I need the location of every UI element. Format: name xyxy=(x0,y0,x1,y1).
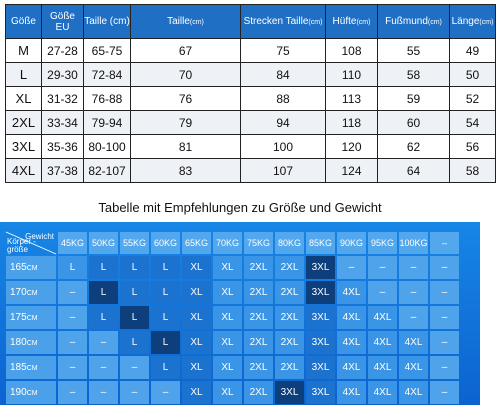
size-recommendation-cell: 3XL xyxy=(306,281,335,304)
size-value-cell: 110 xyxy=(326,63,378,87)
weight-header-cell: – xyxy=(430,232,459,254)
weight-header-cell: 90KG xyxy=(337,232,366,254)
size-recommendation-cell: L xyxy=(151,281,180,304)
size-recommendation-cell: – xyxy=(120,381,149,404)
height-value: 165 xyxy=(10,262,27,273)
size-recommendation-cell: XL xyxy=(182,331,211,354)
size-value-cell: 58 xyxy=(378,63,450,87)
corner-height-label: Körper -größe xyxy=(7,237,36,254)
size-value-cell: 88 xyxy=(241,87,326,111)
size-value-cell: 81 xyxy=(131,135,241,159)
size-table-header xyxy=(6,5,496,39)
size-row xyxy=(6,87,496,111)
size-value-cell: 50 xyxy=(450,63,496,87)
size-recommendation-cell: XL xyxy=(213,306,242,329)
height-label-cell xyxy=(6,306,56,329)
height-label-cell xyxy=(6,256,56,279)
size-value-cell: 60 xyxy=(378,111,450,135)
height-value: 185 xyxy=(10,362,27,373)
size-value-cell: 100 xyxy=(241,135,326,159)
size-header-unit: (cm) xyxy=(479,18,494,26)
size-row xyxy=(6,159,496,183)
size-recommendation-cell: 4XL xyxy=(337,281,366,304)
size-label-cell: 2XL xyxy=(6,111,42,135)
height-row xyxy=(6,281,459,304)
height-unit: CM xyxy=(26,390,38,397)
size-header-label: Länge xyxy=(451,15,480,27)
height-label-cell xyxy=(6,281,56,304)
weight-header-cell: 65KG xyxy=(182,232,211,254)
size-recommendation-cell: 4XL xyxy=(337,331,366,354)
size-recommendation-cell: 3XL xyxy=(306,256,335,279)
size-value-cell: 70 xyxy=(131,63,241,87)
size-recommendation-cell: XL xyxy=(213,381,242,404)
size-header-cell xyxy=(450,5,496,39)
size-recommendation-cell: 2XL xyxy=(244,331,273,354)
size-recommendation-cell: 2XL xyxy=(275,356,304,379)
size-recommendation-cell: 3XL xyxy=(306,356,335,379)
size-value-cell: 62 xyxy=(378,135,450,159)
size-value-cell: 120 xyxy=(326,135,378,159)
size-value-cell: 82-107 xyxy=(84,159,131,183)
size-recommendation-cell: L xyxy=(120,256,149,279)
size-header-label: Strecken Taille xyxy=(243,15,309,27)
size-recommendation-cell: – xyxy=(151,381,180,404)
height-unit: CM xyxy=(26,265,38,272)
height-unit: CM xyxy=(26,365,38,372)
size-recommendation-cell: XL xyxy=(213,331,242,354)
size-value-cell: 59 xyxy=(378,87,450,111)
size-label-cell: 3XL xyxy=(6,135,42,159)
height-label-cell xyxy=(6,331,56,354)
size-recommendation-cell: – xyxy=(58,381,87,404)
size-recommendation-cell: 4XL xyxy=(337,306,366,329)
size-recommendation-cell: XL xyxy=(213,256,242,279)
size-recommendation-cell: 4XL xyxy=(368,331,397,354)
height-row xyxy=(6,306,459,329)
size-value-cell: 65-75 xyxy=(84,39,131,63)
size-recommendation-cell: 3XL xyxy=(306,306,335,329)
size-label-cell: XL xyxy=(6,87,42,111)
height-unit: CM xyxy=(26,340,38,347)
weight-header-cell: 45KG xyxy=(58,232,87,254)
size-header-cell xyxy=(378,5,450,39)
size-recommendation-cell: – xyxy=(430,381,459,404)
size-header-unit: (cm) xyxy=(308,18,323,26)
size-recommendation-cell: 2XL xyxy=(244,256,273,279)
size-recommendation-cell: – xyxy=(399,281,428,304)
size-recommendation-cell: – xyxy=(368,256,397,279)
size-value-cell: 79 xyxy=(131,111,241,135)
size-value-cell: 113 xyxy=(326,87,378,111)
size-value-cell: 118 xyxy=(326,111,378,135)
size-value-cell: 84 xyxy=(241,63,326,87)
height-row xyxy=(6,256,459,279)
height-unit: CM xyxy=(26,290,38,297)
size-value-cell: 58 xyxy=(450,159,496,183)
size-recommendation-cell: 3XL xyxy=(306,381,335,404)
corner-weight-label: Gewicht xyxy=(25,232,54,241)
size-header-cell xyxy=(131,5,241,39)
weight-header-cell: 95KG xyxy=(368,232,397,254)
height-row xyxy=(6,356,459,379)
size-value-cell: 37-38 xyxy=(42,159,84,183)
size-recommendation-cell: – xyxy=(89,356,118,379)
size-header-cell xyxy=(6,5,42,39)
size-recommendation-cell: – xyxy=(89,381,118,404)
size-recommendation-cell: – xyxy=(368,281,397,304)
height-value: 190 xyxy=(10,387,27,398)
size-recommendation-cell: 2XL xyxy=(275,256,304,279)
size-label-cell: 4XL xyxy=(6,159,42,183)
weight-header-cell: 80KG xyxy=(275,232,304,254)
size-recommendation-cell: L xyxy=(151,256,180,279)
size-value-cell: 75 xyxy=(241,39,326,63)
size-value-cell: 76-88 xyxy=(84,87,131,111)
size-recommendation-cell: L xyxy=(58,256,87,279)
size-header-cell xyxy=(42,5,84,39)
size-recommendation-cell: – xyxy=(399,306,428,329)
size-recommendation-cell: L xyxy=(151,356,180,379)
size-header-label: Göße EU xyxy=(49,10,75,33)
weight-header-cell: 75KG xyxy=(244,232,273,254)
size-recommendation-cell: XL xyxy=(213,281,242,304)
size-recommendation-cell: XL xyxy=(182,306,211,329)
size-recommendation-cell: – xyxy=(430,256,459,279)
size-recommendation-cell: – xyxy=(399,256,428,279)
size-header-unit: (cm) xyxy=(356,18,371,26)
size-row xyxy=(6,135,496,159)
size-value-cell: 55 xyxy=(378,39,450,63)
size-recommendation-cell: L xyxy=(120,281,149,304)
size-recommendation-cell: – xyxy=(430,356,459,379)
size-header-label: Göße xyxy=(10,16,36,27)
size-recommendation-cell: – xyxy=(58,281,87,304)
size-value-cell: 64 xyxy=(378,159,450,183)
size-recommendation-cell: 3XL xyxy=(275,381,304,404)
size-value-cell: 76 xyxy=(131,87,241,111)
size-value-cell: 49 xyxy=(450,39,496,63)
size-recommendation-cell: L xyxy=(151,306,180,329)
size-value-cell: 52 xyxy=(450,87,496,111)
size-row xyxy=(6,39,496,63)
size-recommendation-cell: 4XL xyxy=(399,381,428,404)
size-recommendation-cell: 2XL xyxy=(275,281,304,304)
weight-header-cell: 85KG xyxy=(306,232,335,254)
size-recommendation-cell: – xyxy=(58,356,87,379)
weight-header-cell: 55KG xyxy=(120,232,149,254)
size-header-label: Hüfte xyxy=(332,15,357,27)
size-header-label: Taille (cm) xyxy=(84,16,130,27)
size-value-cell: 31-32 xyxy=(42,87,84,111)
size-header-cell xyxy=(84,5,131,39)
weight-height-panel xyxy=(0,222,480,405)
size-value-cell: 29-30 xyxy=(42,63,84,87)
size-recommendation-cell: – xyxy=(337,256,366,279)
size-recommendation-cell: 2XL xyxy=(244,281,273,304)
size-recommendation-cell: L xyxy=(120,331,149,354)
height-value: 180 xyxy=(10,337,27,348)
size-value-cell: 27-28 xyxy=(42,39,84,63)
size-recommendation-cell: L xyxy=(89,306,118,329)
weight-header-cell: 50KG xyxy=(89,232,118,254)
size-recommendation-cell: 4XL xyxy=(368,306,397,329)
size-row xyxy=(6,111,496,135)
size-recommendation-cell: – xyxy=(58,331,87,354)
weight-header-cell: 60KG xyxy=(151,232,180,254)
size-label-cell: L xyxy=(6,63,42,87)
size-recommendation-cell: – xyxy=(430,281,459,304)
size-value-cell: 124 xyxy=(326,159,378,183)
height-label-cell xyxy=(6,381,56,404)
height-row xyxy=(6,331,459,354)
size-value-cell: 54 xyxy=(450,111,496,135)
size-value-cell: 80-100 xyxy=(84,135,131,159)
size-header-unit: (cm) xyxy=(189,18,204,26)
size-recommendation-cell: 4XL xyxy=(337,381,366,404)
size-recommendation-cell: XL xyxy=(213,356,242,379)
size-recommendation-cell: 4XL xyxy=(399,331,428,354)
size-value-cell: 33-34 xyxy=(42,111,84,135)
size-recommendation-cell: L xyxy=(89,256,118,279)
size-header-cell xyxy=(326,5,378,39)
size-value-cell: 94 xyxy=(241,111,326,135)
size-recommendation-cell: – xyxy=(58,306,87,329)
height-row xyxy=(6,381,459,404)
size-value-cell: 35-36 xyxy=(42,135,84,159)
size-recommendation-cell: 4XL xyxy=(368,356,397,379)
size-recommendation-cell: 2XL xyxy=(244,306,273,329)
size-value-cell: 67 xyxy=(131,39,241,63)
size-recommendation-cell: L xyxy=(151,331,180,354)
size-recommendation-cell: L xyxy=(120,306,149,329)
size-recommendation-cell: 2XL xyxy=(244,381,273,404)
size-recommendation-cell: – xyxy=(120,356,149,379)
size-header-unit: (cm) xyxy=(427,18,442,26)
size-value-cell: 108 xyxy=(326,39,378,63)
weight-header-cell: 100KG xyxy=(399,232,428,254)
size-recommendation-cell: XL xyxy=(182,381,211,404)
size-header-cell xyxy=(241,5,326,39)
size-recommendation-cell: 4XL xyxy=(337,356,366,379)
size-recommendation-cell: – xyxy=(89,331,118,354)
size-recommendation-cell: 4XL xyxy=(399,356,428,379)
size-recommendation-cell: – xyxy=(430,306,459,329)
size-label-cell: M xyxy=(6,39,42,63)
size-recommendation-cell: 2XL xyxy=(275,306,304,329)
height-value: 170 xyxy=(10,287,27,298)
size-recommendation-cell: – xyxy=(430,331,459,354)
size-value-cell: 107 xyxy=(241,159,326,183)
grid-corner xyxy=(6,232,56,254)
size-value-cell: 79-94 xyxy=(84,111,131,135)
height-unit: CM xyxy=(26,315,38,322)
size-table xyxy=(5,4,496,183)
size-recommendation-cell: 4XL xyxy=(368,381,397,404)
size-value-cell: 56 xyxy=(450,135,496,159)
weight-height-grid xyxy=(4,230,461,406)
size-value-cell: 72-84 xyxy=(84,63,131,87)
size-recommendation-cell: 2XL xyxy=(244,356,273,379)
size-row xyxy=(6,63,496,87)
size-recommendation-cell: 2XL xyxy=(275,331,304,354)
size-recommendation-cell: XL xyxy=(182,356,211,379)
size-header-label: Taille xyxy=(167,15,190,27)
size-recommendation-cell: L xyxy=(89,281,118,304)
size-header-label: Fußmund xyxy=(385,15,428,27)
size-recommendation-cell: XL xyxy=(182,281,211,304)
size-recommendation-cell: 3XL xyxy=(306,331,335,354)
height-value: 175 xyxy=(10,312,27,323)
weight-table-title: Tabelle mit Empfehlungen zu Größe und Gewicht xyxy=(98,200,382,215)
weight-header-cell: 70KG xyxy=(213,232,242,254)
size-recommendation-cell: XL xyxy=(182,256,211,279)
weight-header-row xyxy=(6,232,459,254)
size-value-cell: 83 xyxy=(131,159,241,183)
height-label-cell xyxy=(6,356,56,379)
